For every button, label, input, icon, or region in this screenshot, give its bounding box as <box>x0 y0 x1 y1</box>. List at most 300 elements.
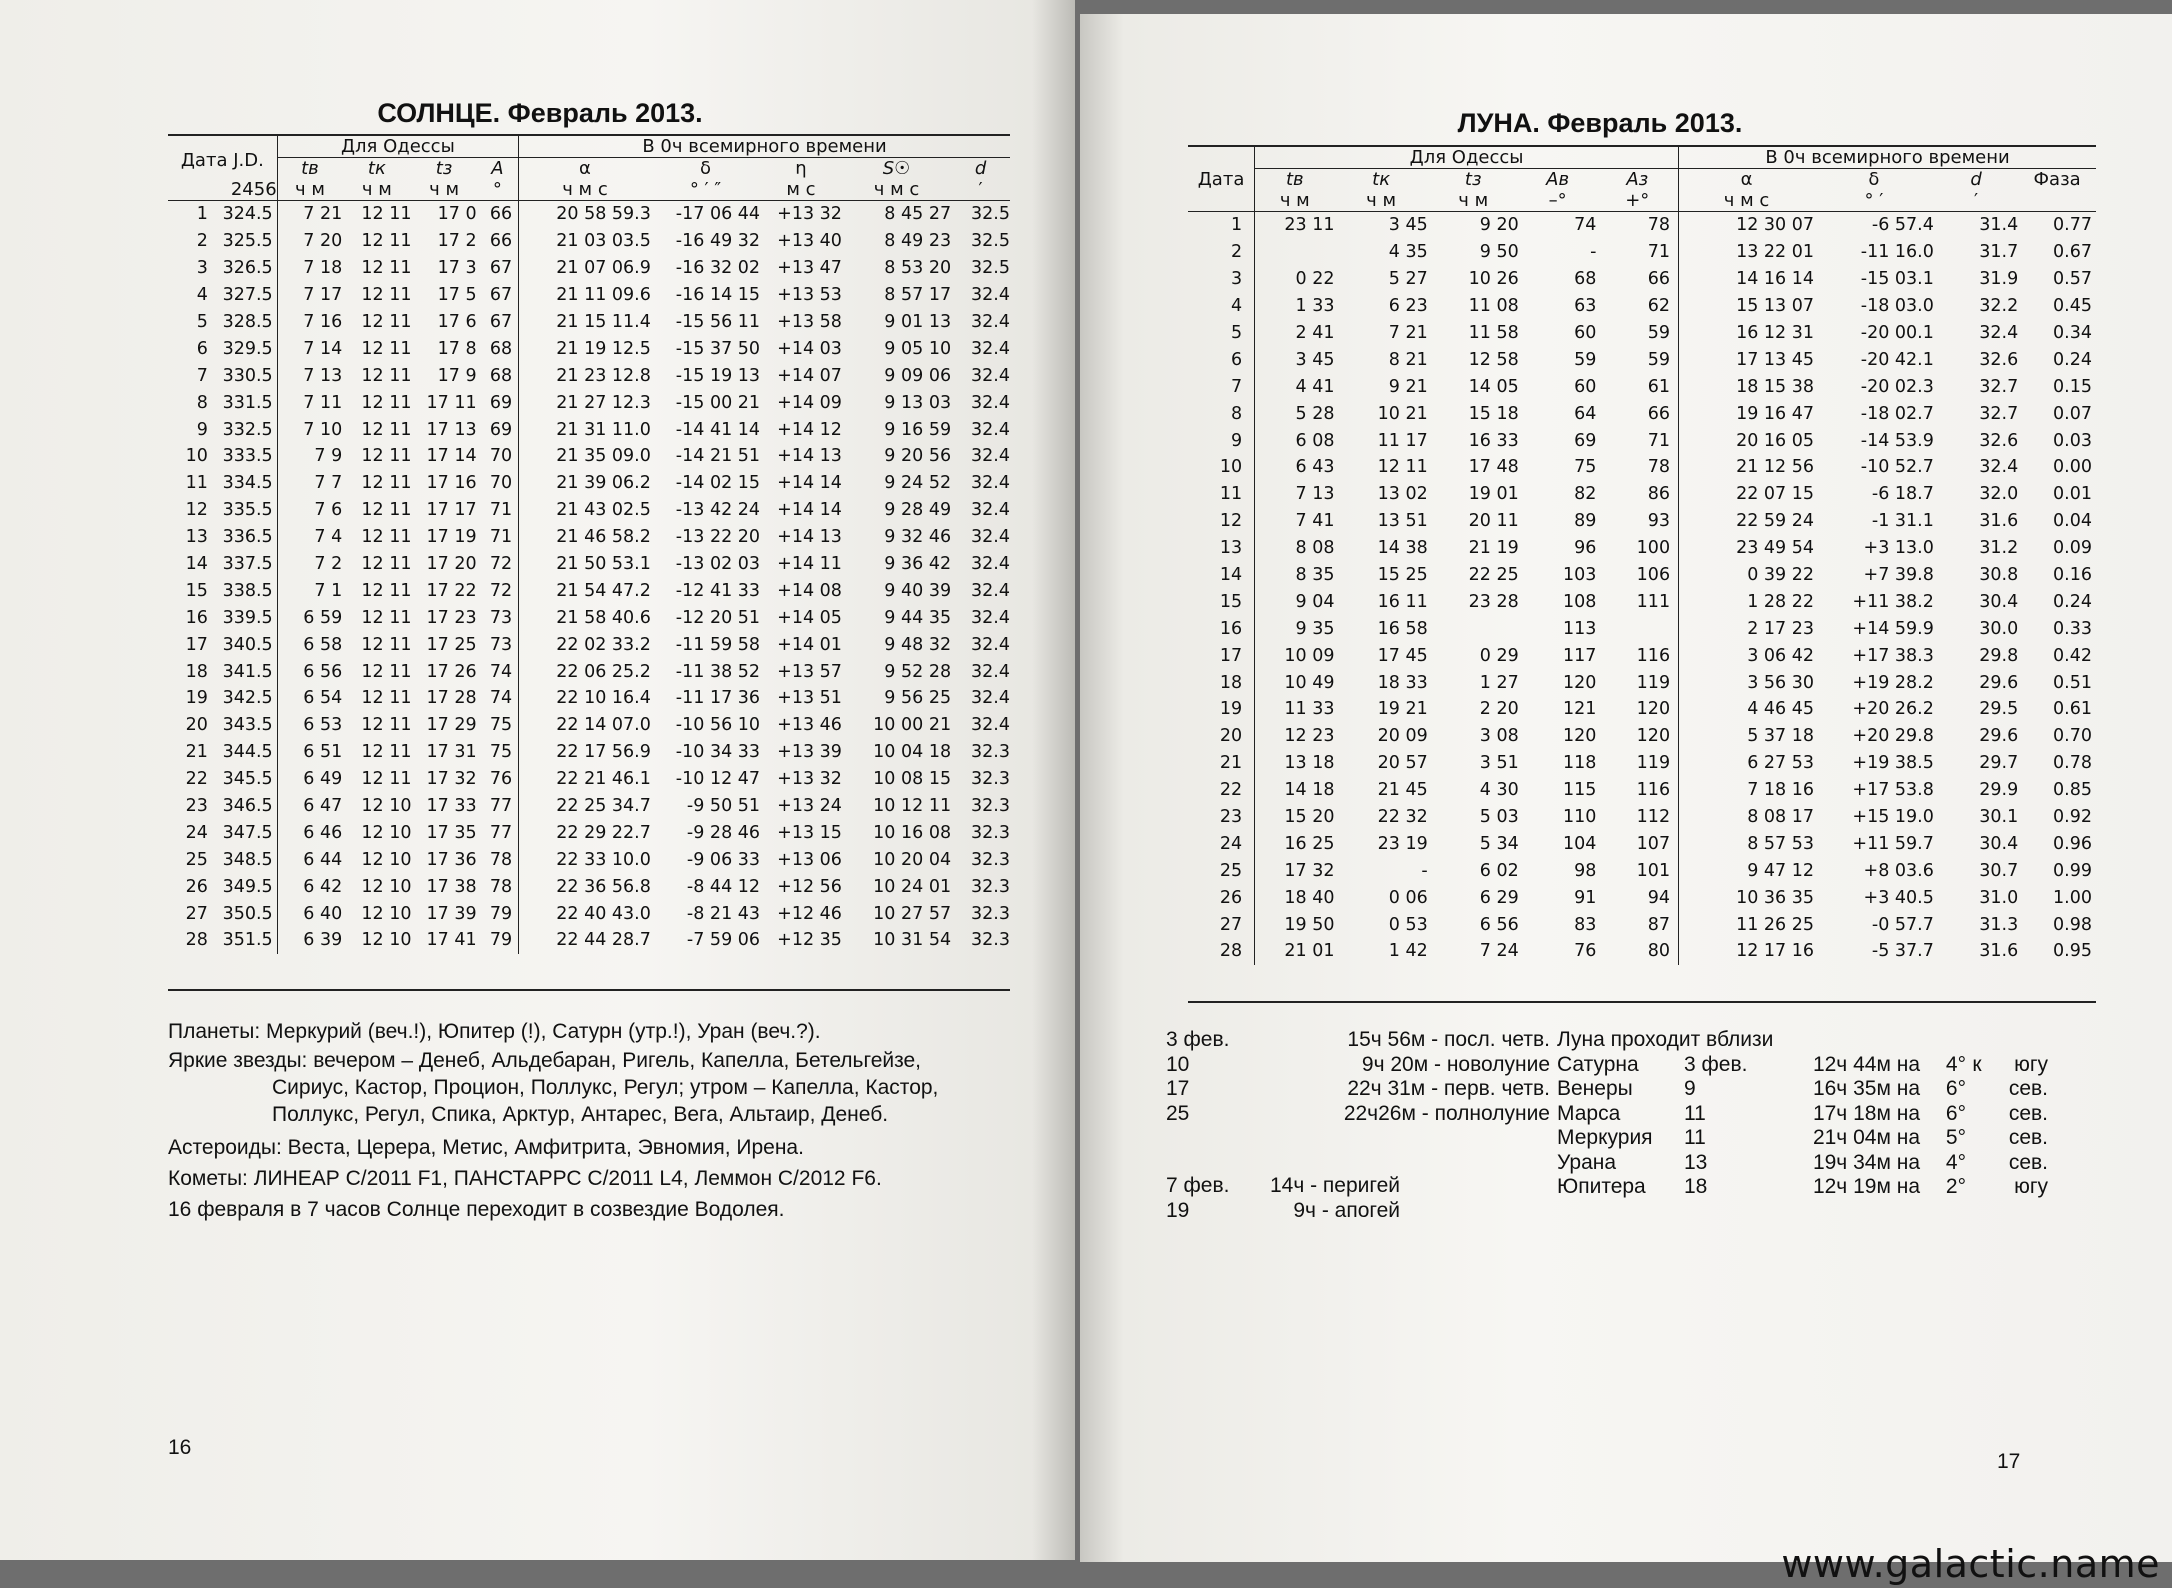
table-cell: 12 11 <box>361 769 412 790</box>
table-cell: 32.4 <box>971 580 1010 601</box>
table-cell: 12 10 <box>361 796 412 817</box>
table-cell: 32.4 <box>971 473 1010 494</box>
table-cell: 12 11 <box>361 661 412 682</box>
table-cell: 74 <box>477 658 519 685</box>
table-cell: 9 56 25 <box>884 688 952 709</box>
table-cell: 32.5 <box>971 204 1010 225</box>
table-cell: 7 13 <box>303 365 343 386</box>
table-cell: 32.4 <box>971 392 1010 413</box>
table-row <box>168 201 1010 228</box>
table-cell: 22 33 10.0 <box>556 849 651 870</box>
event-text: 22ч 31м - перв. четв. <box>1347 1077 1550 1100</box>
unit-d: ′ <box>978 179 983 200</box>
header-odessa: Для Одессы <box>277 135 518 158</box>
table-cell: 343.5 <box>208 712 277 739</box>
table-cell: -14 41 14 <box>675 419 761 440</box>
table-cell: 71 <box>1596 427 1678 454</box>
table-cell: 17 19 <box>426 527 477 548</box>
table-cell: 21 27 12.3 <box>556 392 651 413</box>
table-cell: 339.5 <box>208 604 277 631</box>
table-row <box>1188 938 2096 965</box>
table-cell: 21 19 12.5 <box>556 338 651 359</box>
table-cell: 0.95 <box>2053 941 2092 962</box>
table-cell: +14 07 <box>777 365 842 386</box>
table-cell: +13 06 <box>777 849 842 870</box>
table-cell: 20 11 <box>1468 511 1519 532</box>
table-cell: 22 <box>185 769 208 790</box>
table-cell: 17 36 <box>426 849 477 870</box>
conjunction-cell: югу <box>2014 1052 2048 1076</box>
table-cell <box>1596 615 1678 642</box>
table-cell: -11 59 58 <box>675 634 761 655</box>
table-cell: 10 09 <box>1284 645 1335 666</box>
table-cell: 9 50 <box>1479 242 1519 263</box>
table-cell: 17 22 <box>426 580 477 601</box>
table-row <box>1188 266 2096 293</box>
table-cell: 12 23 <box>1284 726 1335 747</box>
table-row <box>1188 239 2096 266</box>
moon-table-title: ЛУНА. Февраль 2013. <box>1457 108 1743 138</box>
table-cell: +14 08 <box>777 580 842 601</box>
table-row <box>1188 427 2096 454</box>
table-cell: +13 46 <box>777 715 842 736</box>
table-cell: +13 53 <box>777 285 842 306</box>
table-cell: 18 33 <box>1377 672 1428 693</box>
table-row <box>168 819 1010 846</box>
header-A: A <box>477 158 519 180</box>
table-cell: 12 11 <box>361 688 412 709</box>
table-cell: 75 <box>477 712 519 739</box>
table-cell: 8 08 <box>1295 538 1335 559</box>
moon-table-bottom-rule <box>1188 1001 2096 1003</box>
table-cell: 26 <box>1188 884 1255 911</box>
table-cell: 2 <box>196 231 208 252</box>
table-cell: 10 24 01 <box>873 876 952 897</box>
table-cell: 69 <box>1574 430 1597 451</box>
table-cell: 17 0 <box>437 204 477 225</box>
table-cell: 9 44 35 <box>884 607 952 628</box>
conjunction-cell: 12ч 19м на <box>1812 1175 1920 1198</box>
moon-ephemeris-table <box>1188 145 2096 965</box>
table-cell: +13 58 <box>777 312 842 332</box>
table-cell: +3 13.0 <box>1863 538 1934 559</box>
table-cell: 11 <box>1188 481 1255 508</box>
table-cell: 27 <box>1188 911 1255 938</box>
header-delta: δ <box>699 158 711 179</box>
header-jd-prefix: 2456 <box>168 179 277 201</box>
table-cell: 10 20 04 <box>873 849 952 870</box>
table-cell: 22 32 <box>1377 807 1428 828</box>
table-cell: - <box>1590 242 1597 263</box>
table-row <box>1188 535 2096 562</box>
table-cell: 66 <box>477 228 519 255</box>
table-cell: 8 49 23 <box>884 231 952 252</box>
table-cell: 119 <box>1596 750 1678 777</box>
table-cell: 7 <box>196 365 208 386</box>
table-cell: 11 58 <box>1468 323 1519 343</box>
table-row <box>168 282 1010 309</box>
unit-moon-d: ′ <box>1974 190 1979 211</box>
table-cell: 11 <box>185 473 208 494</box>
table-cell: 2 20 <box>1479 699 1519 720</box>
table-cell: 21 45 <box>1377 780 1428 801</box>
header-ut: В 0ч всемирного времени <box>519 135 1010 158</box>
table-cell: 16 <box>1188 615 1255 642</box>
table-cell: 10 <box>1188 454 1255 481</box>
table-cell: 8 21 <box>1388 349 1428 370</box>
table-cell: 32.4 <box>1979 457 2019 478</box>
table-cell: +14 12 <box>777 419 842 440</box>
table-cell: -13 42 24 <box>675 500 761 521</box>
table-cell: +17 38.3 <box>1852 645 1934 666</box>
table-cell: 9 20 <box>1479 215 1519 236</box>
table-cell: 17 13 45 <box>1736 349 1814 370</box>
table-cell: 12 11 <box>361 204 412 225</box>
event-text: 10 <box>1166 1052 1190 1076</box>
table-cell: -10 12 47 <box>675 769 761 790</box>
table-cell: 32.7 <box>1979 376 2019 397</box>
table-cell: 23 28 <box>1468 591 1519 612</box>
table-cell: 5 <box>196 312 208 332</box>
table-cell: 7 9 <box>314 446 343 467</box>
table-cell: 31.3 <box>1979 914 2019 935</box>
table-cell: 66 <box>1596 400 1678 427</box>
table-cell: 107 <box>1596 830 1678 857</box>
table-cell: 20 09 <box>1377 726 1428 747</box>
table-cell: 67 <box>477 282 519 309</box>
table-cell: 21 03 03.5 <box>556 231 651 252</box>
table-cell: 333.5 <box>208 443 277 470</box>
table-row <box>168 658 1010 685</box>
table-cell: 342.5 <box>208 685 277 712</box>
header-tz: tз <box>435 158 453 179</box>
table-cell: +12 46 <box>777 903 842 924</box>
table-cell: -20 42.1 <box>1860 349 1934 370</box>
table-cell: 32.4 <box>1979 323 2019 343</box>
table-cell: 10 00 21 <box>873 715 952 736</box>
table-cell: 18 15 38 <box>1736 376 1814 397</box>
unit-A: ° <box>477 179 519 201</box>
table-cell: 31.9 <box>1979 269 2019 290</box>
table-cell: 341.5 <box>208 658 277 685</box>
table-cell <box>1428 615 1519 642</box>
table-row <box>168 362 1010 389</box>
table-cell: 349.5 <box>208 873 277 900</box>
table-cell: 32.4 <box>971 446 1010 467</box>
table-cell: 10 36 35 <box>1736 887 1814 908</box>
table-cell: 2 17 23 <box>1747 618 1814 639</box>
table-row <box>168 228 1010 255</box>
table-cell: 22 <box>1188 777 1255 804</box>
conjunction-cell: 9 <box>1684 1077 1696 1100</box>
table-cell: 6 47 <box>303 796 343 817</box>
table-cell: 7 6 <box>314 500 343 521</box>
table-cell: 21 11 09.6 <box>556 285 651 306</box>
table-cell: 0.51 <box>2053 672 2092 693</box>
table-cell: 6 <box>1188 346 1255 373</box>
table-row <box>168 927 1010 954</box>
table-cell: 12 10 <box>361 930 412 951</box>
table-cell: 120 <box>1596 723 1678 750</box>
table-cell: 7 18 <box>303 258 343 279</box>
table-cell: 12 11 <box>361 742 412 763</box>
table-cell: 9 24 52 <box>884 473 952 494</box>
table-cell: 17 14 <box>426 446 477 467</box>
table-cell: 5 27 <box>1388 269 1428 290</box>
table-cell: 104 <box>1563 833 1597 854</box>
table-cell: 7 20 <box>303 231 343 252</box>
table-cell: 19 <box>1188 696 1255 723</box>
table-cell: 6 56 <box>1479 914 1519 935</box>
table-row <box>1188 696 2096 723</box>
table-cell: +13 24 <box>777 796 842 817</box>
table-cell: 87 <box>1596 911 1678 938</box>
table-cell: 326.5 <box>208 255 277 282</box>
table-cell: -20 00.1 <box>1860 323 1934 343</box>
table-cell: 16 12 31 <box>1736 323 1814 343</box>
note-comets: Кометы: ЛИНЕАР C/2011 F1, ПАНСТАРРС C/2011 L4, Леммон C/2012 F6. <box>168 1167 882 1190</box>
conjunction-cell: 4° <box>1945 1052 1966 1076</box>
table-cell: 22 07 15 <box>1736 484 1814 505</box>
table-cell: 20 <box>1188 723 1255 750</box>
table-cell: 2 <box>1188 239 1255 266</box>
conjunction-cell: сев. <box>2008 1101 2048 1125</box>
table-cell: 1 27 <box>1479 672 1519 693</box>
table-cell: 22 21 46.1 <box>556 769 651 790</box>
table-cell: 69 <box>477 416 519 443</box>
table-cell: 21 07 06.9 <box>556 258 651 279</box>
table-cell: 17 16 <box>426 473 477 494</box>
table-cell: 6 53 <box>303 715 343 736</box>
table-cell: 4 30 <box>1479 780 1519 801</box>
table-cell: 9 35 <box>1295 618 1335 639</box>
table-cell: 75 <box>1574 457 1597 478</box>
table-cell: 6 43 <box>1295 457 1335 478</box>
conjunction-cell: Юпитера <box>1557 1175 1646 1198</box>
table-cell: -10 34 33 <box>675 742 761 763</box>
table-cell: 21 31 11.0 <box>556 419 651 440</box>
table-cell: 18 40 <box>1284 887 1335 908</box>
table-cell: 0.03 <box>2053 430 2092 451</box>
table-cell: -10 56 10 <box>675 715 761 736</box>
table-cell: 3 51 <box>1479 753 1519 774</box>
conjunction-cell: к <box>1972 1052 1982 1076</box>
table-cell: 12 10 <box>361 849 412 870</box>
conjunction-cell: югу <box>2014 1175 2048 1198</box>
table-cell: -0 57.7 <box>1871 914 1934 935</box>
table-cell: 70 <box>477 443 519 470</box>
table-cell: 61 <box>1596 373 1678 400</box>
unit-moon-alpha: ч м с <box>1723 190 1770 211</box>
table-cell: 14 05 <box>1468 376 1519 397</box>
table-cell: 68 <box>477 362 519 389</box>
conjunction-cell: Сатурна <box>1557 1052 1639 1076</box>
event-text: 15ч 56м - посл. четв. <box>1347 1028 1550 1051</box>
table-cell: 8 <box>1188 400 1255 427</box>
table-cell: 17 3 <box>437 258 477 279</box>
table-cell: 325.5 <box>208 228 277 255</box>
table-cell: 4 41 <box>1295 376 1335 397</box>
table-cell: 29.6 <box>1979 672 2019 693</box>
table-cell: 10 16 08 <box>873 822 952 843</box>
table-cell: 19 16 47 <box>1736 403 1814 424</box>
table-cell: 12 17 16 <box>1736 941 1814 962</box>
table-cell: -15 00 21 <box>675 392 761 413</box>
table-cell: 12 11 <box>361 446 412 467</box>
table-cell: 12 11 <box>361 285 412 306</box>
table-cell: 31.2 <box>1979 538 2019 559</box>
table-cell: 10 04 18 <box>873 742 952 763</box>
table-cell: 13 <box>185 527 208 548</box>
table-cell: 21 <box>185 742 208 763</box>
table-cell: 7 16 <box>303 312 343 332</box>
table-cell: 21 58 40.6 <box>556 607 651 628</box>
table-cell: 0.70 <box>2053 726 2092 747</box>
conjunctions-title: Луна проходит вблизи <box>1557 1028 1774 1051</box>
table-row <box>1188 615 2096 642</box>
unit-tv: ч м <box>294 179 325 200</box>
table-cell: 3 06 42 <box>1747 645 1814 666</box>
table-cell: 15 25 <box>1377 565 1428 586</box>
unit-moon-Az: +° <box>1596 190 1678 212</box>
table-row <box>168 766 1010 793</box>
table-cell: 12 <box>185 500 208 521</box>
table-cell: 7 4 <box>314 527 343 548</box>
table-cell: 2 41 <box>1295 323 1335 343</box>
table-cell: 120 <box>1596 696 1678 723</box>
table-cell: 86 <box>1596 481 1678 508</box>
table-cell: +17 53.8 <box>1852 780 1934 801</box>
table-cell: 8 57 53 <box>1747 833 1814 854</box>
table-cell: 69 <box>477 389 519 416</box>
table-cell: 10 27 57 <box>873 903 952 924</box>
table-cell: 7 13 <box>1295 484 1335 505</box>
table-cell: 12 11 <box>361 500 412 521</box>
table-cell: 15 18 <box>1468 403 1519 424</box>
table-cell: 12 11 <box>361 607 412 628</box>
table-cell: 17 5 <box>437 285 477 306</box>
table-cell: 31.6 <box>1979 941 2019 962</box>
table-cell: 67 <box>477 309 519 336</box>
table-cell: -17 06 44 <box>675 204 761 225</box>
table-cell: 8 35 <box>1295 565 1335 586</box>
table-cell: -1 31.1 <box>1871 511 1934 532</box>
note-planets: Планеты: Меркурий (веч.!), Юпитер (!), Сатурн (утр.!), Уран (веч.?). <box>168 1020 821 1043</box>
table-cell: 0.01 <box>2053 484 2092 505</box>
table-cell: 67 <box>477 255 519 282</box>
table-cell: 32.2 <box>1979 296 2019 317</box>
table-row <box>168 739 1010 766</box>
table-cell: 113 <box>1563 618 1597 639</box>
page-number-right: 17 <box>1997 1450 2021 1473</box>
table-cell: 22 06 25.2 <box>556 661 651 682</box>
table-cell: 74 <box>1574 215 1597 236</box>
conjunction-cell: 5° <box>1945 1126 1966 1149</box>
table-cell: 32.3 <box>971 822 1010 843</box>
table-cell: 19 01 <box>1468 484 1519 505</box>
table-cell: +13 32 <box>777 204 842 225</box>
table-cell: 32.3 <box>971 930 1010 951</box>
header-S: S☉ <box>882 158 911 179</box>
table-cell: 9 16 59 <box>884 419 952 440</box>
table-row <box>1188 373 2096 400</box>
table-cell: 80 <box>1596 938 1678 965</box>
table-row <box>168 470 1010 497</box>
table-cell: 11 33 <box>1284 699 1335 720</box>
table-cell: +11 59.7 <box>1852 833 1934 854</box>
table-cell: 66 <box>477 201 519 228</box>
table-cell: 19 <box>185 688 208 709</box>
table-cell: 32.5 <box>971 231 1010 252</box>
table-cell: +14 11 <box>777 554 842 575</box>
unit-eta: м с <box>786 179 816 200</box>
table-cell: 6 08 <box>1295 430 1335 451</box>
table-cell: 20 58 59.3 <box>556 204 651 225</box>
table-cell: 0.34 <box>2053 323 2092 343</box>
table-cell: 1 28 22 <box>1747 591 1814 612</box>
table-cell: 108 <box>1563 591 1597 612</box>
table-cell: 23 49 54 <box>1736 538 1814 559</box>
note-constellation: 16 февраля в 7 часов Солнце переходит в созвездие Водолея. <box>168 1198 785 1221</box>
table-cell: 1 <box>196 204 208 225</box>
event-text: 9ч - апогей <box>1293 1198 1400 1222</box>
table-cell: -6 57.4 <box>1871 215 1934 236</box>
header-moon-d: d <box>1970 169 1982 190</box>
table-cell: 12 11 <box>361 365 412 386</box>
unit-alpha: ч м с <box>562 179 608 200</box>
header-moon-phase: Фаза <box>2033 169 2081 190</box>
table-cell: 10 12 11 <box>873 796 952 817</box>
table-cell: 345.5 <box>208 766 277 793</box>
table-cell: 12 11 <box>361 231 412 252</box>
table-cell: 89 <box>1574 511 1597 532</box>
table-cell: 1 33 <box>1295 296 1335 317</box>
table-cell: 20 57 <box>1377 753 1428 774</box>
table-cell: -16 32 02 <box>675 258 761 279</box>
table-cell: 17 29 <box>426 715 477 736</box>
table-cell: 6 49 <box>303 769 343 790</box>
table-row <box>168 443 1010 470</box>
table-cell: 17 17 <box>426 500 477 521</box>
table-cell: 22 40 43.0 <box>556 903 651 924</box>
table-cell: 71 <box>1596 239 1678 266</box>
table-cell: 12 11 <box>1377 457 1428 478</box>
event-text: 3 фев. <box>1166 1028 1230 1051</box>
unit-tz: ч м <box>429 179 460 200</box>
table-cell: +8 03.6 <box>1863 860 1934 881</box>
table-cell: 7 24 <box>1479 941 1519 962</box>
table-cell: -6 18.7 <box>1871 484 1934 505</box>
table-cell: 12 10 <box>361 876 412 897</box>
table-cell: 31.7 <box>1979 242 2019 263</box>
table-cell: 17 35 <box>426 822 477 843</box>
table-cell: 11 17 <box>1377 430 1428 451</box>
table-cell: 30.8 <box>1979 565 2019 586</box>
table-cell: 98 <box>1574 860 1597 881</box>
table-cell: 9 <box>196 419 208 440</box>
table-cell: 9 32 46 <box>884 527 952 548</box>
table-cell: 21 19 <box>1468 538 1519 559</box>
table-cell: 17 13 <box>426 419 477 440</box>
table-cell: 340.5 <box>208 631 277 658</box>
table-cell: 32.7 <box>1979 403 2019 424</box>
header-ut-moon: В 0ч всемирного времени <box>1679 146 2096 169</box>
table-cell: 32.4 <box>971 634 1010 655</box>
table-cell: 0.45 <box>2053 296 2092 317</box>
table-cell: 10 49 <box>1284 672 1335 693</box>
table-cell: 106 <box>1596 562 1678 589</box>
table-cell: 0.67 <box>2053 242 2092 263</box>
